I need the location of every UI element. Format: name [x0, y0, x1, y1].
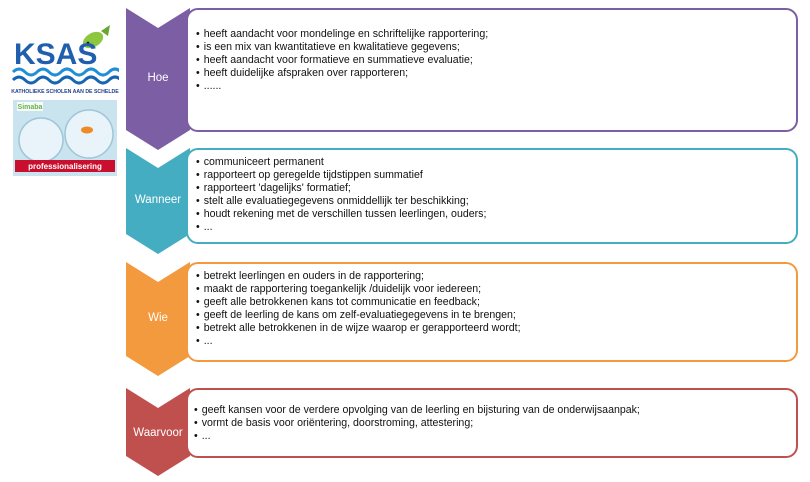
- bullet-list-wie: [196, 270, 788, 347]
- bullet-item: • rapporteert op geregelde tijdstippen summatief: [196, 169, 788, 182]
- chevron-waarvoor: [126, 388, 190, 476]
- section-box-wie: [186, 262, 798, 362]
- section-box-waarvoor: [186, 388, 798, 458]
- bullet-item: • communiceert permanent: [196, 156, 788, 169]
- bullet-item: • houdt rekening met de verschillen tussen leerlingen, ouders;: [196, 208, 788, 221]
- bullet-list-wanneer: [196, 156, 788, 233]
- bullet-item: • heeft aandacht voor formatieve en summatieve evaluatie;: [196, 54, 788, 67]
- bullet-item: • geeft de leerling de kans om zelf-evaluatiegegevens in te brengen;: [196, 309, 788, 322]
- bullet-item: • ...: [196, 335, 788, 348]
- bullet-item: • is een mix van kwantitatieve en kwalitatieve gegevens;: [196, 41, 788, 54]
- bullet-item: • maakt de rapportering toegankelijk /duidelijk voor iedereen;: [196, 283, 788, 296]
- bullet-list-hoe: [196, 28, 788, 93]
- logo-banner: professionalisering: [28, 162, 102, 171]
- bullet-item: • rapporteert 'dagelijks' formatief;: [196, 182, 788, 195]
- bullet-item: • vormt de basis voor oriëntering, doorstroming, attestering;: [194, 417, 790, 430]
- bullet-item: • betrekt leerlingen en ouders in de rapportering;: [196, 270, 788, 283]
- fishbowl-icon: [19, 118, 63, 162]
- bullet-item: • geeft kansen voor de verdere opvolging van de leerling en bijsturing van de onderwijsaanpak;: [194, 404, 790, 417]
- section-box-hoe: [186, 8, 798, 132]
- bullet-item: • stelt alle evaluatiegegevens onmiddellijk ter beschikking;: [196, 195, 788, 208]
- section-label-hoe: Hoe: [147, 72, 169, 84]
- ksas-logo: [11, 22, 119, 178]
- section-label-wanneer: Wanneer: [134, 194, 182, 206]
- section-label-waarvoor: Waarvoor: [133, 427, 183, 439]
- section-label-wie: Wie: [148, 312, 168, 324]
- bullet-item: • heeft aandacht voor mondelinge en schriftelijke rapportering;: [196, 28, 788, 41]
- bullet-item: • ...: [196, 221, 788, 234]
- bullet-list-waarvoor: [194, 404, 790, 443]
- bullet-item: • heeft duidelijke afspraken over rapporteren;: [196, 67, 788, 80]
- bullet-item: • ...: [194, 430, 790, 443]
- section-box-wanneer: [186, 148, 798, 244]
- chevron-wie: [126, 262, 190, 376]
- bullet-item: • ......: [196, 80, 788, 93]
- chevron-wanneer: [126, 148, 190, 254]
- logo-letters: KSAS: [14, 38, 98, 71]
- fishbowl-icon: [65, 110, 113, 158]
- simaba-badge: Simaba: [17, 104, 43, 111]
- bullet-item: • betrekt alle betrokkenen in de wijze waarop er gerapporteerd wordt;: [196, 322, 788, 335]
- logo-tagline: KATHOLIEKE SCHOLEN AAN DE SCHELDE: [11, 89, 119, 95]
- chevron-hoe: [126, 8, 190, 150]
- bullet-item: • geeft alle betrokkenen kans tot communicatie en feedback;: [196, 296, 788, 309]
